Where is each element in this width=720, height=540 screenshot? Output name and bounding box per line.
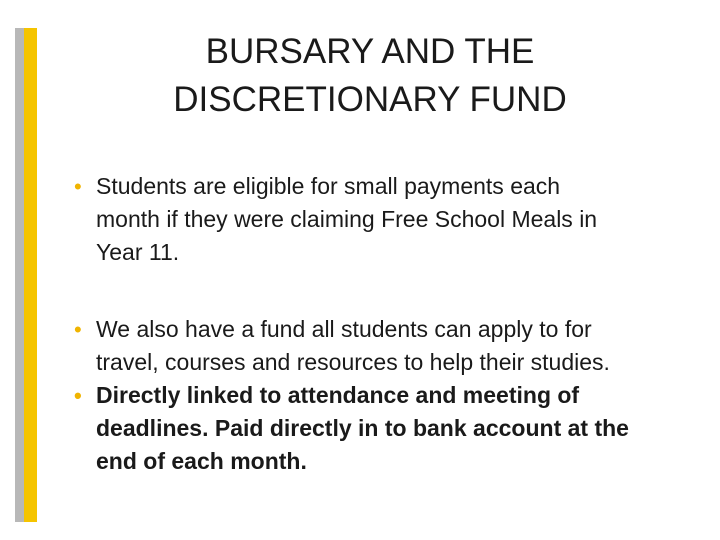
slide-title xyxy=(60,28,680,124)
bullet-item-attendance xyxy=(74,379,714,478)
bullet-text-line: We also have a fund all students can apply to for xyxy=(96,316,592,342)
bullet-text-line: Directly linked to attendance and meeting of xyxy=(96,382,580,408)
accent-bar-gray xyxy=(15,28,24,522)
title-line-1: BURSARY AND THE xyxy=(205,32,535,71)
accent-bar-yellow xyxy=(24,28,37,522)
bullet-text-line: end of each month. xyxy=(96,448,307,474)
bullet-text-line: Students are eligible for small payments each xyxy=(96,173,561,199)
title-line-2: DISCRETIONARY FUND xyxy=(173,80,567,119)
bullet-text-line: Year 11. xyxy=(96,239,180,265)
bullet-icon: • xyxy=(74,174,82,199)
bullet-text-line: month if they were claiming Free School Meals in xyxy=(96,206,598,232)
bullet-text-line: travel, courses and resources to help their studies. xyxy=(96,349,610,375)
bullet-icon: • xyxy=(74,383,82,408)
bullet-icon: • xyxy=(74,317,82,342)
bullet-item-eligibility xyxy=(74,170,714,269)
bullet-text-line: deadlines. Paid directly in to bank account at the xyxy=(96,415,629,441)
bullet-list xyxy=(74,170,714,478)
bullet-item-fund xyxy=(74,313,714,379)
